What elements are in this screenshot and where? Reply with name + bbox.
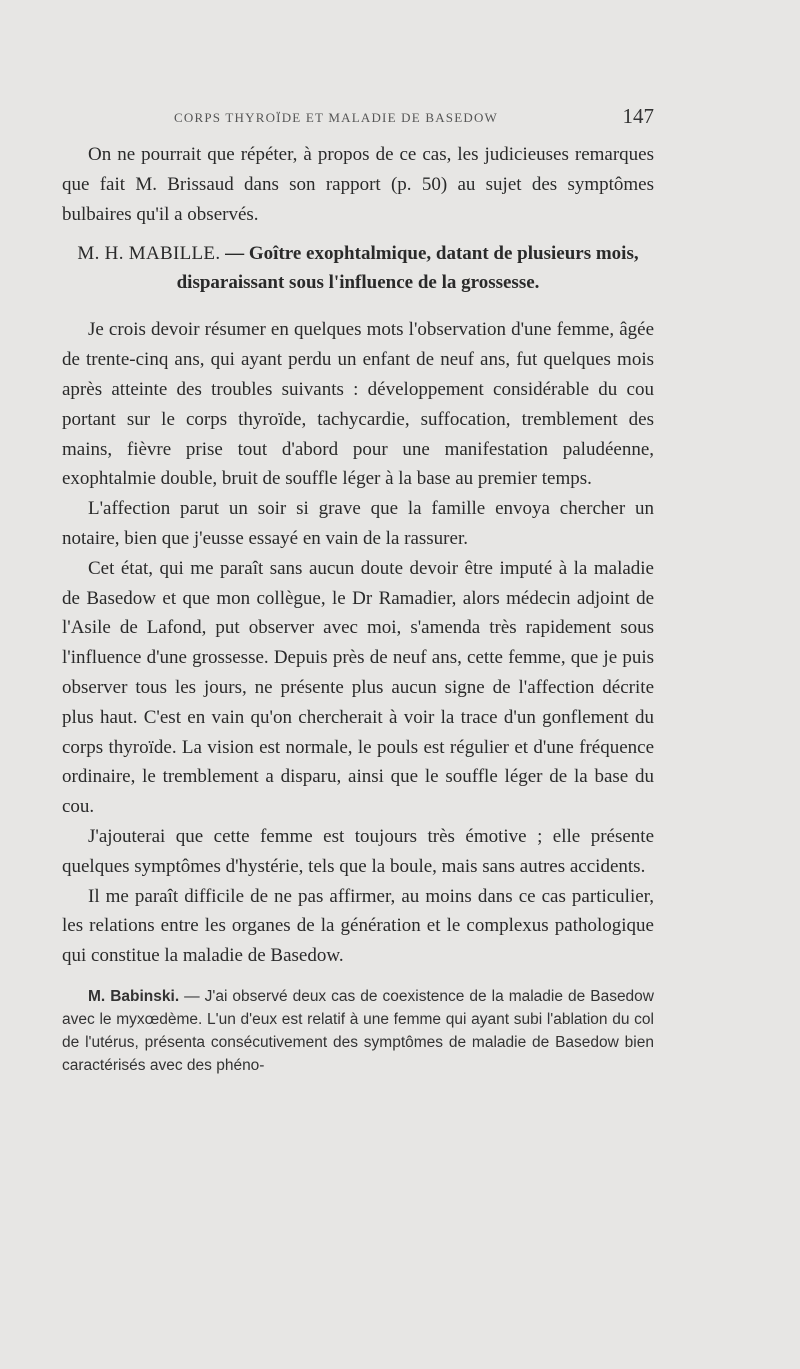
paragraph: J'ajouterai que cette femme est toujours très émotive ; elle présente quelques symptômes d'hystérie, tels que la boule, mais sans autres accidents. xyxy=(62,825,654,877)
paragraph: Je crois devoir résumer en quelques mots l'observation d'une femme, âgée de trente-cinq ans, qui ayant perdu un enfant de neuf ans, fut quelques mois après atteinte des troubles suivants : développement considérable du cou portant sur le corps thyroïde, tachycardie, suffocation, tremblement des mains, fièvre prise tout d'abord pour une manifestation paludéenne, exophtalmie double, bruit de souffle léger à la base au premier temps. xyxy=(62,319,654,490)
note-text: J'ai observé deux cas de coexistence de la maladie de Basedow avec le myxœdème. L'un d'eux est relatif à une femme qui ayant subi l'ablation du col de l'utérus, présenta consécutivement des symptômes de maladie de Basedow bien caractérisés avec des phéno- xyxy=(62,987,654,1074)
paragraph: L'affection parut un soir si grave que la famille envoya chercher un notaire, bien que j'eusse essayé en vain de la rassurer. xyxy=(62,498,654,549)
page-body xyxy=(62,140,654,1077)
section-dash: — xyxy=(220,243,249,265)
section-title: Goître exophtalmique, datant de plusieurs mois, disparaissant sous l'influence de la grossesse. xyxy=(176,243,639,294)
paragraph-intro: On ne pourrait que répéter, à propos de ce cas, les judicieuses remarques que fait M. Brissaud dans son rapport (p. 50) au sujet des symptômes bulbaires qu'il a observés. xyxy=(62,144,654,225)
note-dash: — xyxy=(179,987,205,1005)
section-author: M. H. MABILLE. xyxy=(77,243,221,265)
note-paragraph xyxy=(62,985,654,1077)
section-heading xyxy=(62,239,654,297)
page-number: 147 xyxy=(622,104,654,128)
paragraph: Cet état, qui me paraît sans aucun doute devoir être imputé à la maladie de Basedow et que mon collègue, le Dr Ramadier, alors médecin adjoint de l'Asile de Lafond, put observer avec moi, s'amenda très rapidement sous l'influence d'une grossesse. Depuis près de neuf ans, cette femme, que je puis observer tous les jours, ne présente plus aucun signe de l'affection décrite plus haut. C'est en vain qu'on chercherait à voir la trace d'un gonflement du corps thyroïde. La vision est normale, le pouls est régulier et d'une fréquence ordinaire, le tremblement a disparu, ainsi que le souffle léger de la base du cou. xyxy=(62,557,654,818)
paragraph: Il me paraît difficile de ne pas affirmer, au moins dans ce cas particulier, les relations entre les organes de la génération et le complexus pathologique qui constitue la maladie de Basedow. xyxy=(62,885,654,967)
running-head xyxy=(62,104,654,132)
discussion-note xyxy=(62,985,654,1077)
note-speaker: M. Babinski. xyxy=(88,987,180,1005)
running-head-title: CORPS THYROÏDE ET MALADIE DE BASEDOW xyxy=(174,110,499,125)
